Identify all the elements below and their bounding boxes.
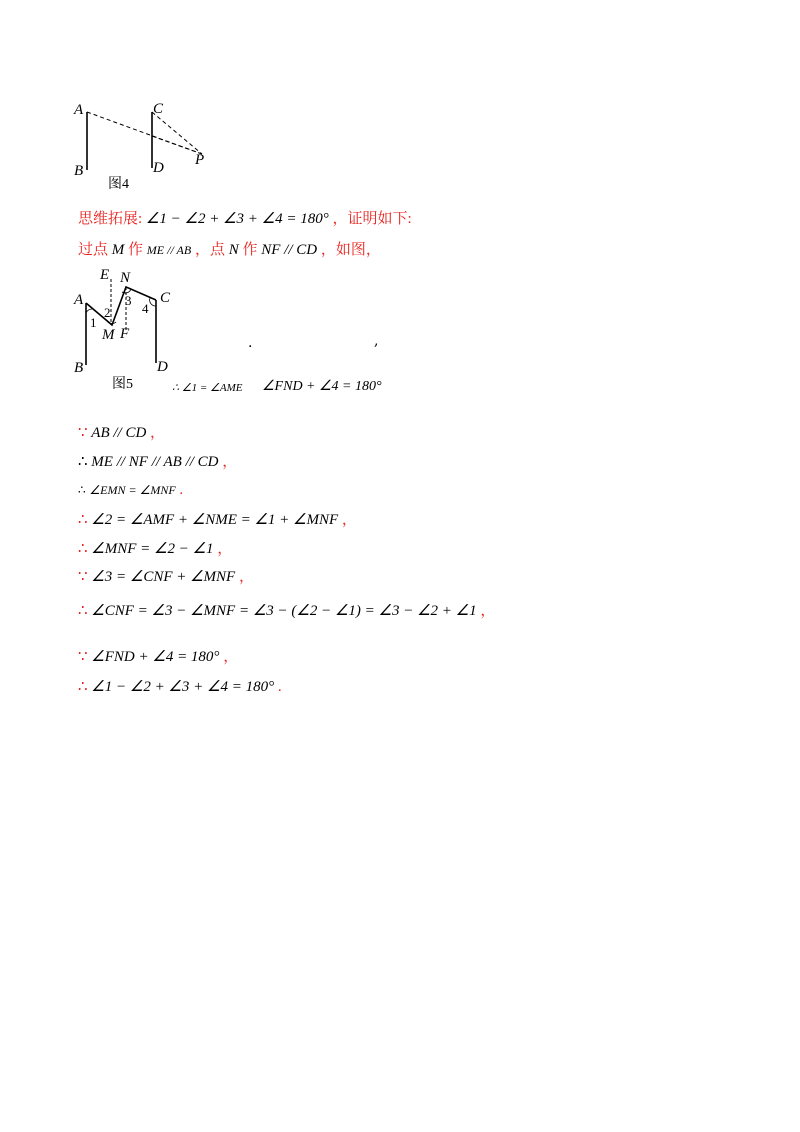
fig5-label-c: C: [160, 290, 171, 306]
proof-expr-3: ∠EMN = ∠MNF: [89, 483, 176, 497]
proof-punct-5: ，: [217, 541, 233, 557]
fig4-label-c: C: [153, 101, 164, 117]
construct-me-ab: ME // AB: [146, 243, 192, 257]
intro-formula: ∠1 − ∠2 + ∠3 + ∠4 = 180°: [145, 211, 329, 227]
proof-expr-5: ∠MNF = ∠2 − ∠1: [91, 541, 214, 557]
construct-p2: 作: [128, 242, 144, 258]
stray-dot: .: [248, 335, 253, 351]
proof-punct-8: ，: [223, 649, 239, 665]
proof-symbol-3: ∴: [78, 483, 86, 497]
proof-line-6: [78, 570, 254, 585]
proof-symbol-2: ∴: [78, 454, 88, 470]
fig5-label-m: M: [102, 327, 115, 343]
proof-symbol-4: ∴: [78, 512, 88, 528]
fig5-angle-1: 1: [90, 315, 97, 330]
figure-4: [70, 100, 220, 195]
fig5-angle-4: 4: [142, 301, 149, 316]
construct-m: M: [111, 242, 125, 258]
proof-symbol-8: ∵: [78, 649, 88, 665]
fig5-angle-3: 3: [125, 293, 132, 308]
fig4-label-b: B: [74, 163, 84, 179]
figure-5: [70, 265, 200, 395]
proof-expr-1: AB // CD: [91, 425, 147, 441]
fig5-label-n: N: [120, 270, 131, 286]
proof-punct-2: ，: [222, 454, 238, 470]
proof-symbol-9: ∴: [78, 679, 88, 695]
construct-p5: ，如图，: [320, 242, 381, 258]
proof-punct-7: ，: [480, 603, 496, 619]
proof-punct-9: .: [277, 679, 282, 695]
proof-expr-7: ∠CNF = ∠3 − ∠MNF = ∠3 − (∠2 − ∠1) = ∠3 − ∠2 + ∠1: [91, 603, 477, 619]
proof-line-9: [78, 680, 282, 695]
fig5-label-b: B: [74, 360, 84, 376]
proof-symbol-6: ∵: [78, 569, 88, 585]
proof-line-5: [78, 542, 232, 557]
fig5-label-e: E: [100, 267, 110, 283]
proof-symbol-5: ∴: [78, 541, 88, 557]
intro-tail: ，证明如下:: [332, 211, 412, 227]
fig5-angle-2: 2: [104, 305, 111, 320]
figure-4-drawing: [70, 100, 220, 195]
proof-line-1: [78, 426, 165, 441]
proof-line-2: [78, 455, 237, 470]
proof-symbol-7: ∴: [78, 603, 88, 619]
fig4-label-p: P: [195, 152, 205, 168]
construct-p4: 作: [242, 242, 258, 258]
proof-punct-6: ，: [238, 569, 254, 585]
intro-line: [78, 212, 412, 227]
proof-punct-3: .: [179, 482, 184, 498]
fig5-label-d: D: [157, 359, 168, 375]
proof-expr-8: ∠FND + ∠4 = 180°: [91, 649, 220, 665]
construct-p1: 过点: [78, 242, 109, 258]
proof-line-4: [78, 513, 357, 528]
stray-comma: ,: [374, 333, 379, 349]
proof-symbol-1: ∵: [78, 425, 88, 441]
intro-lead: 思维拓展:: [78, 211, 143, 227]
fig5-label-a: A: [74, 292, 84, 308]
figure-5-drawing: [70, 265, 200, 395]
proof-expr-9: ∠1 − ∠2 + ∠3 + ∠4 = 180°: [91, 679, 275, 695]
fig4-label-a: A: [74, 102, 84, 118]
construct-nf-cd: NF // CD: [261, 242, 318, 258]
construct-n: N: [228, 242, 239, 258]
fig5-caption: 图5: [112, 377, 133, 392]
construct-p3: ，点: [194, 242, 225, 258]
fig4-label-d: D: [153, 160, 164, 176]
fig5-under-right: ∠FND + ∠4 = 180°: [262, 379, 382, 394]
proof-line-3: [78, 483, 183, 498]
fig5-label-f: F: [120, 326, 130, 342]
proof-punct-4: ，: [341, 512, 357, 528]
proof-punct-1: ，: [150, 425, 166, 441]
proof-expr-6: ∠3 = ∠CNF + ∠MNF: [91, 569, 236, 585]
proof-expr-2: ME // NF // AB // CD: [91, 454, 219, 470]
fig4-caption: 图4: [108, 177, 129, 192]
proof-expr-4: ∠2 = ∠AMF + ∠NME = ∠1 + ∠MNF: [91, 512, 339, 528]
construction-line: [78, 243, 381, 258]
fig5-under-left: ∴ ∠1 = ∠AME: [172, 382, 243, 394]
proof-line-8: [78, 650, 238, 665]
proof-line-7: [78, 604, 495, 619]
